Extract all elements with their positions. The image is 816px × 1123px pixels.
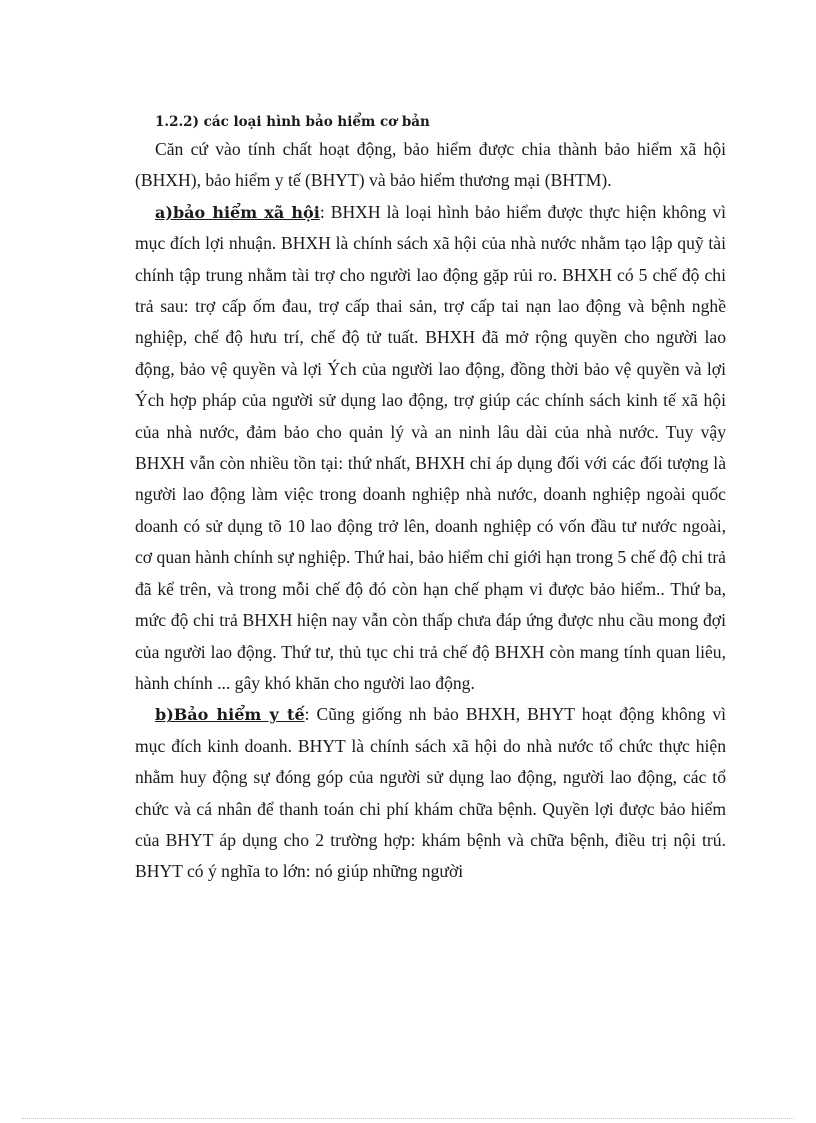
section-a-paragraph	[135, 197, 726, 700]
section-heading: 1.2.2) các loại hình bảo hiểm cơ bản	[155, 114, 430, 130]
page-bottom-border	[22, 1118, 794, 1119]
document-body	[135, 134, 726, 888]
section-b-paragraph	[135, 699, 726, 887]
section-a-text: : BHXH là loại hình bảo hiểm được thực hiện không vì mục đích lợi nhuận. BHXH là chính sách xã hội của nhà nước nhằm tạo lập quỹ tài chính tập trung nhằm tài trợ cho người lao động gặp rủi ro. BHXH có 5 chế độ chi trả sau: trợ cấp ốm đau, trợ cấp thai sản, trợ cấp tai nạn lao động và bệnh nghề nghiệp, chế độ hưu trí, chế độ tử tuất. BHXH đã mở rộng quyền cho người lao động, bảo vệ quyền và lợi Ých của người lao động, đồng thời bảo vệ quyền và lợi Ých hợp pháp của người sử dụng lao động, trợ giúp các chính sách kinh tế xã hội của nhà nước, đảm bảo cho quản lý và an ninh lâu dài của nhà nước. Tuy vậy BHXH vẫn còn nhiều tồn tại: thứ nhất, BHXH chỉ áp dụng đối với các đối tượng là người lao động làm việc trong doanh nghiệp nhà nước, doanh nghiệp ngoài quốc doanh có sử dụng tõ 10 lao động trở lên, doanh nghiệp có vốn đầu tư nước ngoài, cơ quan hành chính sự nghiệp. Thứ hai, bảo hiểm chỉ giới hạn trong 5 chế độ chi trả đã kể trên, và trong mỗi chế độ đó còn hạn chế phạm vi được bảo hiểm.. Thứ ba, mức độ chi trả BHXH hiện nay vẫn còn thấp chưa đáp ứng được nhu cầu mong đợi của người lao động. Thứ tư, thủ tục chi trả chế độ BHXH còn mang tính quan liêu, hành chính ... gây khó khăn cho người lao động.	[135, 201, 727, 693]
section-b-title: b)Bảo hiểm y tế	[155, 705, 305, 725]
section-b-text: : Cũng giống nh bảo BHXH, BHYT hoạt động không vì mục đích kinh doanh. BHYT là chính sách xã hội do nhà nước tổ chức thực hiện nhằm huy động sự đóng góp của người sử dụng lao động, người lao động, các tổ chức và cá nhân để thanh toán chi phí khám chữa bệnh. Quyền lợi được bảo hiểm của BHYT áp dụng cho 2 trường hợp: khám bệnh và chữa bệnh, điều trị nội trú. BHYT có ý nghĩa to lớn: nó giúp những người	[135, 704, 727, 882]
intro-paragraph: Căn cứ vào tính chất hoạt động, bảo hiểm được chia thành bảo hiểm xã hội (BHXH), bảo hiểm y tế (BHYT) và bảo hiểm thương mại (BHTM).	[135, 139, 726, 191]
section-a-title: a)bảo hiểm xã hội	[155, 202, 320, 222]
